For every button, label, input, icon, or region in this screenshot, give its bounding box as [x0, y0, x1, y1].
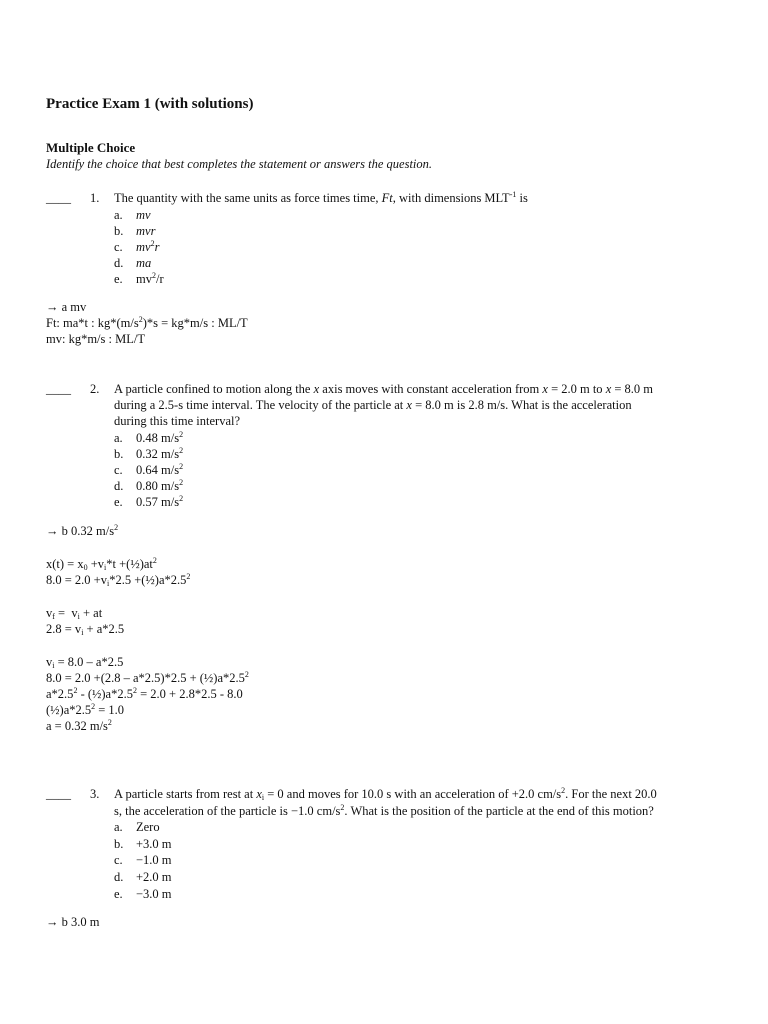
question-number: 2. [90, 382, 100, 396]
option-letter: c. [114, 240, 123, 254]
option-letter: b. [114, 837, 124, 851]
option-value: $mv^2r$ [136, 239, 160, 254]
question-text: The quantity with the same units as force times time, Ft, with dimensions $MLT^{-1}$ is [114, 190, 528, 205]
option-value: 0.32 $m/s^2$ [136, 446, 184, 461]
section-heading: Multiple Choice [46, 140, 136, 155]
page-title: Practice Exam 1 (with solutions) [46, 96, 254, 112]
option-letter: e. [114, 887, 123, 901]
solution-line: $8.0 = 2.0 +v_i*2.5$ $+(\frac{1}{2})a*2.5^2$ [46, 572, 191, 588]
option-value: −1.0 m [136, 853, 172, 867]
option-letter: b. [114, 447, 124, 461]
option-value: $mv^2/r$ [136, 271, 164, 286]
answer-blank[interactable]: ____ [46, 191, 71, 205]
answer-blank[interactable]: ____ [46, 382, 71, 396]
option-value: +3.0 m [136, 837, 172, 851]
question-text-line: during this time interval? [114, 414, 241, 428]
option-letter: a. [114, 431, 123, 445]
solution-line: $v_f = v_i$ + at [46, 606, 103, 621]
question-number: 1. [90, 191, 100, 205]
solution-line: $8.0 = 2.0 +(2.8 - a*2.5)*2.5 + (\frac{1}{2})a*2.5^2$ [46, 670, 249, 685]
solution-line: $2.8 = v_i + a*2.5$ [46, 622, 125, 637]
option-letter: d. [114, 479, 124, 493]
option-value: 0.57 $m/s^2$ [136, 494, 184, 509]
option-letter: d. [114, 870, 124, 884]
option-letter: e. [114, 495, 123, 509]
answer-blank[interactable]: ____ [46, 787, 71, 801]
solution-line: → a mv [46, 300, 87, 314]
option-letter: d. [114, 256, 124, 270]
solution-line: $v_i = 8.0 - a*2.5$ [46, 655, 124, 670]
solution-line: $x(t) = x_0 +v_i*t$ $+(\frac{1}{2})at^2$ [46, 556, 157, 572]
solution-line: $(\frac{1}{2})a*2.5^2 = 1.0$ [46, 702, 125, 717]
option-value: mv [136, 208, 151, 222]
question-text-line: A particle starts from rest at $x_i = 0$ and moves for 10.0 s with an acceleration of +2.0 $cm/s^2$. For the next 20.0 [114, 786, 657, 802]
solution-line: → b 0.32 $m/s^2$ [46, 523, 119, 538]
option-value: 0.80 $m/s^2$ [136, 478, 184, 493]
solution-line: mv: kg*m/s : ML/T [46, 332, 145, 346]
option-letter: b. [114, 224, 124, 238]
option-letter: c. [114, 853, 123, 867]
question-text-line: s, the acceleration of the particle is −1.0 $cm/s^2$. What is the position of the particle at the end of this motion? [114, 803, 654, 818]
instructions-text: Identify the choice that best completes the statement or answers the question. [46, 157, 433, 171]
solution-line: $a*2.5^2$ - $(\frac{1}{2})a*2.5^2 = 2.0 + 2.8*2.5 - 8.0$ [46, 686, 243, 701]
option-value: +2.0 m [136, 870, 172, 884]
solution-line: a = 0.32 $m/s^2$ [46, 718, 112, 733]
question-number: 3. [90, 787, 100, 801]
option-value: mvr [136, 224, 156, 238]
solution-line: Ft: ma*t : $kg*(m/s^2)*s = kg*m/s$ : ML/T [46, 315, 248, 330]
solution-line: → b 3.0 m [46, 915, 100, 929]
option-value: −3.0 m [136, 887, 172, 901]
option-letter: a. [114, 820, 123, 834]
option-value: 0.64 $m/s^2$ [136, 462, 184, 477]
option-letter: a. [114, 208, 123, 222]
option-letter: e. [114, 272, 123, 286]
option-letter: c. [114, 463, 123, 477]
option-value: Zero [136, 820, 160, 834]
question-text-line: during a 2.5-s time interval. The velocity of the particle at x = 8.0 m is 2.8 m/s. What is the acceleration [114, 398, 632, 412]
question-text-line: A particle confined to motion along the x axis moves with constant acceleration from x = 2.0 m to x = 8.0 m [114, 382, 654, 396]
option-value: ma [136, 256, 152, 270]
option-value: 0.48 $m/s^2$ [136, 430, 184, 445]
